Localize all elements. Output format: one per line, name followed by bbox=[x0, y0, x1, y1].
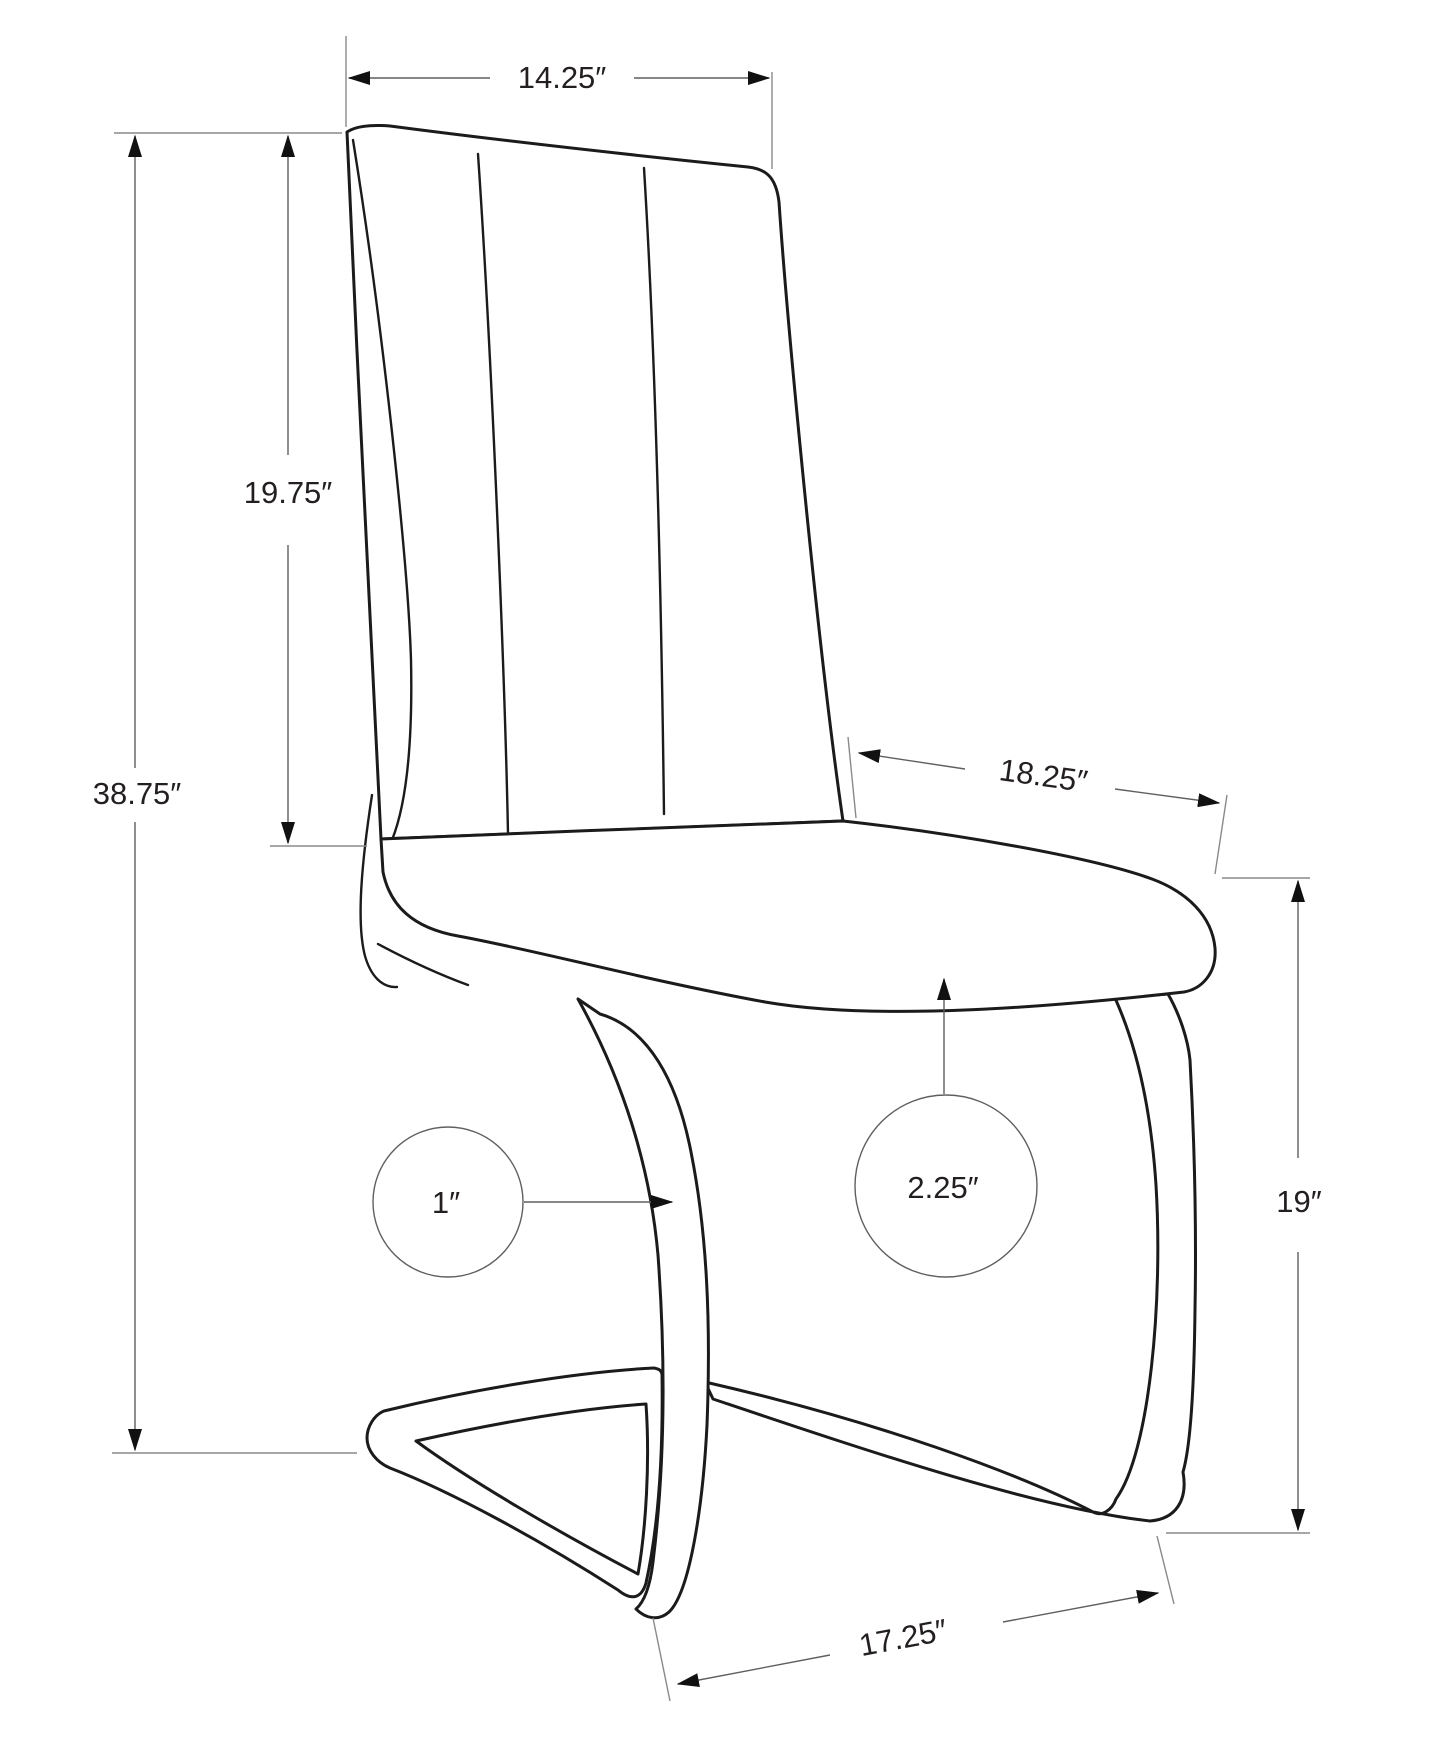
callout-tube-diameter bbox=[373, 1127, 672, 1277]
callout-cushion-thickness bbox=[855, 979, 1037, 1277]
dimension-label-backrest-height: 19.75″ bbox=[243, 475, 333, 510]
dimension-arrow-line bbox=[1003, 1593, 1158, 1622]
dimension-backrest-height bbox=[114, 133, 367, 846]
chair-rear-leg-and-runner bbox=[705, 994, 1195, 1521]
extension-tick bbox=[848, 737, 856, 818]
dimension-label-tube-diameter: 1″ bbox=[431, 1185, 461, 1220]
seat-left-welt-seam bbox=[378, 944, 468, 985]
chair-front-runner-loop bbox=[367, 1368, 662, 1597]
chair-backrest bbox=[347, 125, 843, 839]
dimension-label-cushion-thickness: 2.25″ bbox=[907, 1170, 979, 1205]
dimension-label-overall-height: 38.75″ bbox=[92, 776, 182, 811]
dimension-overall-height bbox=[93, 136, 357, 1453]
dimension-arrow-line bbox=[678, 1655, 830, 1684]
dimension-label-back-width: 14.25″ bbox=[517, 60, 607, 95]
chair-line-drawing bbox=[347, 125, 1215, 1617]
extension-tick bbox=[653, 1618, 670, 1701]
dimension-label-seat-height: 19″ bbox=[1276, 1184, 1322, 1219]
dimension-label-base-depth: 17.25″ bbox=[856, 1612, 950, 1664]
dimension-arrow-line bbox=[859, 753, 965, 769]
dimension-label-seat-depth: 18.25″ bbox=[997, 752, 1090, 800]
dimension-base-depth bbox=[653, 1536, 1174, 1701]
extension-tick bbox=[1215, 795, 1227, 874]
chair-seat-cushion bbox=[381, 821, 1215, 1011]
dimension-arrow-line bbox=[1115, 789, 1219, 803]
extension-tick bbox=[1157, 1536, 1174, 1604]
